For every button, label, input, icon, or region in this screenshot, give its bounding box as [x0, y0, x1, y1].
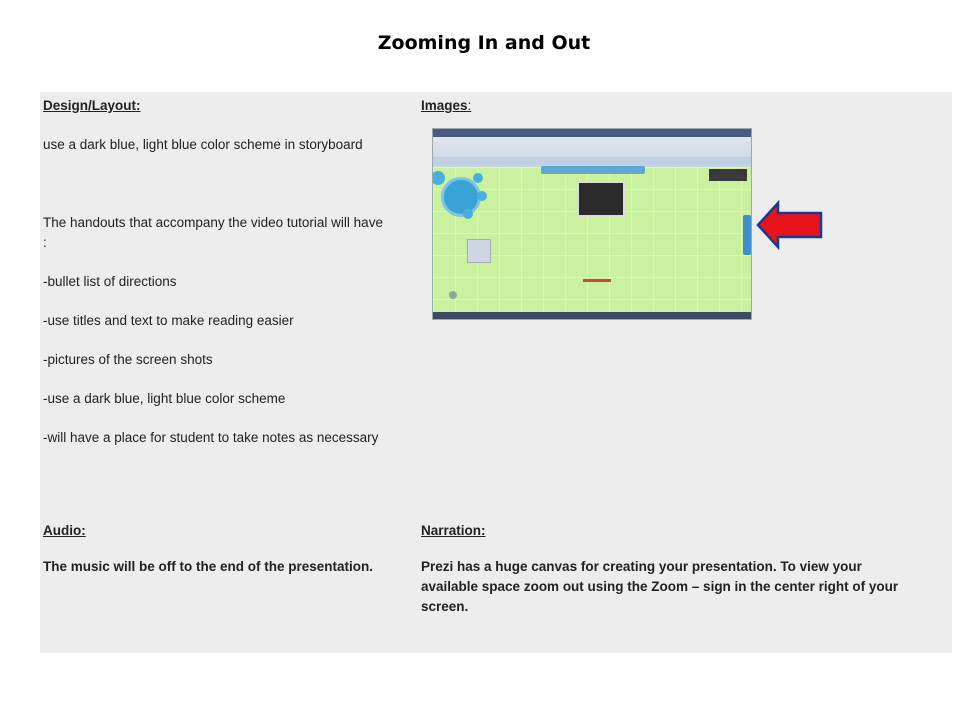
design-line-7: -use a dark blue, light blue color scheme: [43, 391, 286, 406]
bubble-small-3: [477, 191, 487, 201]
narration-line-3: screen.: [421, 599, 469, 614]
design-line-4: -bullet list of directions: [43, 274, 177, 289]
narration-line-1: Prezi has a huge canvas for creating your presentation. To view your: [421, 559, 862, 574]
prezi-bubble-menu: [441, 177, 481, 217]
browser-tabbar: [433, 157, 751, 165]
audio-text: The music will be off to the end of the presentation.: [43, 559, 374, 574]
canvas-photo: [577, 181, 625, 217]
design-colon: :: [136, 98, 141, 113]
zoom-controls: [743, 215, 751, 255]
canvas-text: [583, 279, 611, 282]
browser-titlebar: [433, 129, 751, 137]
prezi-status-box: [709, 169, 747, 181]
canvas-home-icon: [449, 291, 457, 299]
images-label-wrap: [421, 98, 471, 115]
prezi-toolbar: [541, 166, 645, 174]
audio-label: Audio:: [43, 523, 86, 538]
design-label: Design/Layout: [43, 98, 137, 113]
design-label-wrap: [43, 98, 141, 115]
narration-label: Narration:: [421, 523, 486, 538]
design-line-3: :: [43, 235, 47, 250]
design-line-2: The handouts that accompany the video tutorial will have: [43, 215, 383, 230]
prezi-screenshot: [432, 128, 752, 320]
page-title: Zooming In and Out: [377, 32, 591, 54]
design-line-8: -will have a place for student to take notes as necessary: [43, 430, 379, 445]
bubble-small-4: [463, 209, 473, 219]
canvas-map: [467, 239, 491, 263]
narration-line-2: available space zoom out using the Zoom – sign in the center right of your: [421, 579, 899, 594]
os-taskbar: [433, 312, 751, 319]
images-label: Images: [421, 98, 468, 113]
images-colon: :: [467, 98, 472, 113]
design-line-1: use a dark blue, light blue color scheme in storyboard: [43, 137, 363, 152]
left-arrow-icon: [756, 200, 824, 250]
bubble-small-2: [473, 173, 483, 183]
design-line-5: -use titles and text to make reading easier: [43, 313, 294, 328]
design-line-6: -pictures of the screen shots: [43, 352, 213, 367]
